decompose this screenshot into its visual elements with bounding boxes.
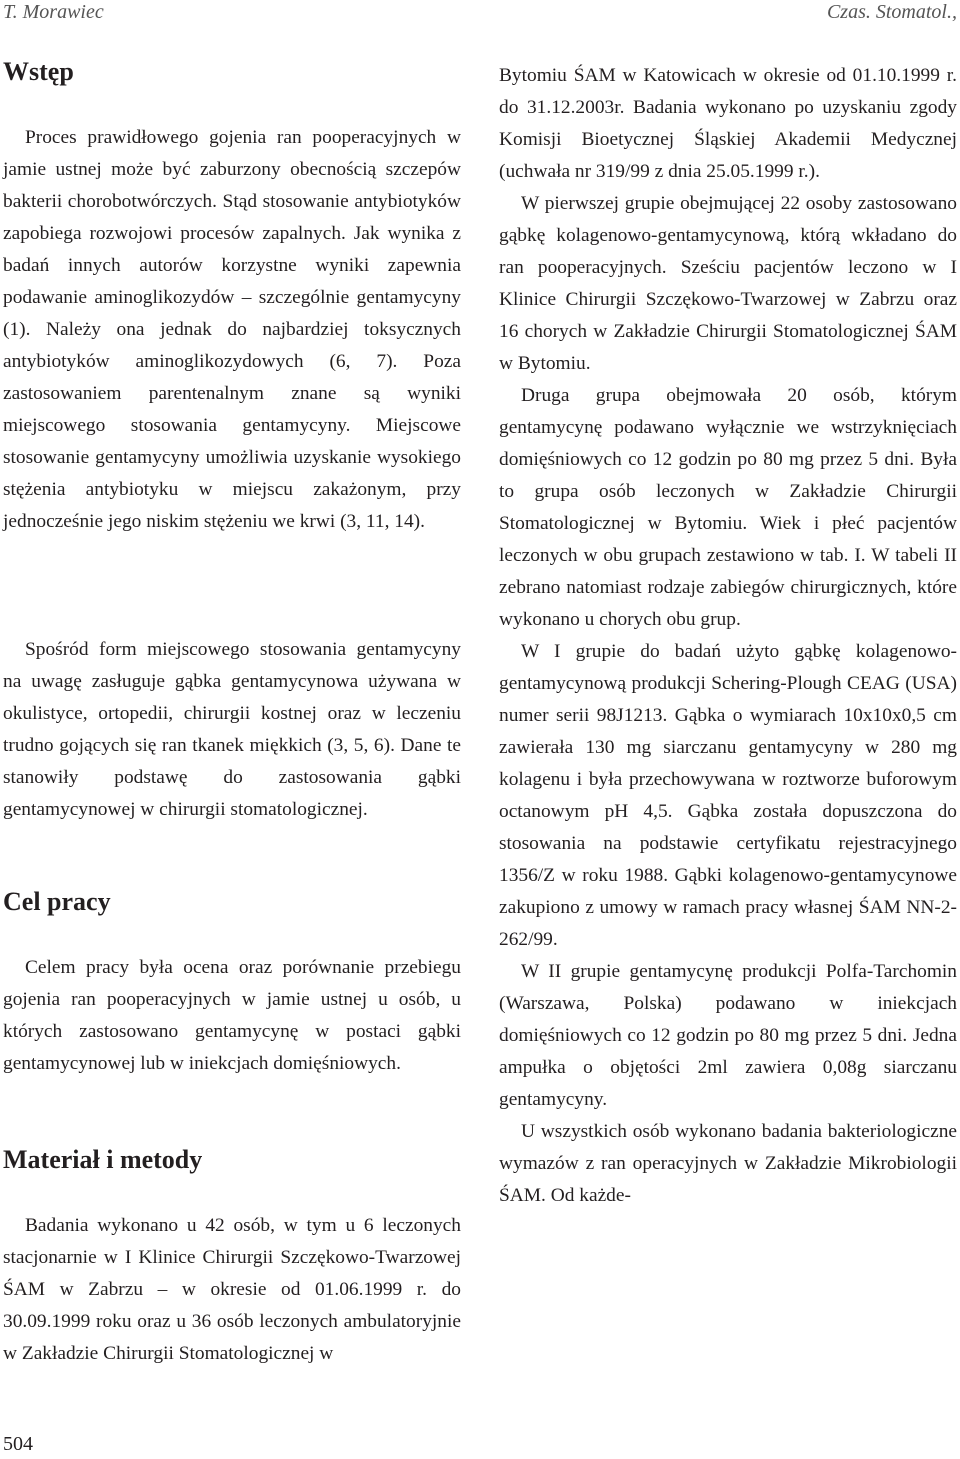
paragraph-group-one: W pierwszej grupie obejmującej 22 osoby zastosowano gąbkę kolagenowo-gentamycynową, którą wkładano do ran pooperacyjnych. Sześciu pacjentów leczono w I Klinice Chirurgii Szczękowo-Twarzowej w Zabrzu oraz 16 chorych w Zakładzie Chirurgii Stomatologicznej ŚAM w Bytomiu. [499,193,957,374]
running-header-journal: Czas. Stomatol., [826,1,957,23]
page-number: 504 [3,1433,33,1455]
paragraph-group-two: Druga grupa obejmowała 20 osób, którym gentamycynę podawano wyłącznie we wstrzyknięciach domięśniowych co 12 godzin po 80 mg przez 5 dni. Była to grupa osób leczonych w Zakładzie Chirurgii Stomatologicznej w Bytomiu. Wiek i płeć pacjentów leczonych w obu grupach zestawiono w tab. I. W tabeli II zebrano natomiast rodzaje zabiegów chirurgicznych, które wykonano u chorych obu grup. [499,385,957,630]
heading-introduction: Wstęp [3,57,74,86]
heading-methods: Materiał i metody [3,1145,203,1174]
paragraph-introduction-1: Proces prawidłowego gojenia ran pooperacyjnych w jamie ustnej może być zaburzony obecnością szczepów bakterii chorobotwórczych. Stąd stosowanie antybiotyków zapobiega rozwojowi procesów zapalnych. Jak wynika z badań innych autorów korzystne wyniki zapewnia podawanie aminoglikozydów – szczególnie gentamycyny (1). Należy ona jednak do najbardziej toksycznych antybiotyków aminoglikozydowych (6, 7). Poza zastosowaniem parentenalnym znane są wyniki miejscowego stosowania gentamycyny. Miejscowe stosowanie gentamycyny umożliwia uzyskanie wysokiego stężenia antybiotyku w miejscu zakażonym, przy jednocześnie jego niskim stężeniu we krwi (3, 11, 14). [3,127,461,532]
paragraph-methods-continued: Bytomiu ŚAM w Katowicach w okresie od 01.10.1999 r. do 31.12.2003r. Badania wykonano po uzyskaniu zgody Komisji Bioetycznej Śląskiej Akademii Medycznej (uchwała nr 319/99 z dnia 25.05.1999 r.). [499,65,957,182]
heading-aim: Cel pracy [3,887,111,916]
paragraph-methods: Badania wykonano u 42 osób, w tym u 6 leczonych stacjonarnie w I Klinice Chirurgii Szczękowo-Twarzowej ŚAM w Zabrzu – w okresie od 01.06.1999 r. do 30.09.1999 roku oraz u 36 osób leczonych ambulatoryjnie w Zakładzie Chirurgii Stomatologicznej w [3,1215,461,1364]
paragraph-sponge: W I grupie do badań użyto gąbkę kolagenowo-gentamycynową produkcji Schering-Plough CEAG (USA) numer serii 98J1213. Gąbka o wymiarach 10x10x0,5 cm zawierała 130 mg siarczanu gentamycyny w 280 mg kolagenu i była przechowywana w roztworze buforowym octanowym pH 4,5. Gąbka została dopuszczona do stosowania na podstawie certyfikatu rejestracyjnego 1356/Z w roku 1988. Gąbki kolagenowo-gentamycynowe zakupiono z umowy w ramach pracy własnej ŚAM NN-2-262/99. [499,641,957,950]
running-header-author: T. Morawiec [3,1,104,23]
paragraph-aim: Celem pracy była ocena oraz porównanie przebiegu gojenia ran pooperacyjnych w jamie ustnej u osób, u których zastosowano gentamycynę w postaci gąbki gentamycynowej lub w iniekcjach domięśniowych. [3,957,461,1074]
paragraph-introduction-2: Spośród form miejscowego stosowania gentamycyny na uwagę zasługuje gąbka gentamycynowa używana w okulistyce, ortopedii, chirurgii kostnej oraz w leczeniu trudno gojących się ran tkanek miękkich (3, 5, 6). Dane te stanowiły podstawę do zastosowania gąbki gentamycynowej w chirurgii stomatologicznej. [3,639,461,820]
paragraph-bacteriology: U wszystkich osób wykonano badania bakteriologiczne wymazów z ran operacyjnych w Zakładzie Mikrobiologii ŚAM. Od każde- [499,1121,957,1206]
right-column [499,60,957,1212]
paragraph-injections: W II grupie gentamycynę produkcji Polfa-Tarchomin (Warszawa, Polska) podawano w iniekcjach domięśniowych co 12 godzin po 80 mg przez 5 dni. Jedna ampułka o objętości 2ml zawiera 0,08g siarczanu gentamycyny. [499,961,957,1110]
